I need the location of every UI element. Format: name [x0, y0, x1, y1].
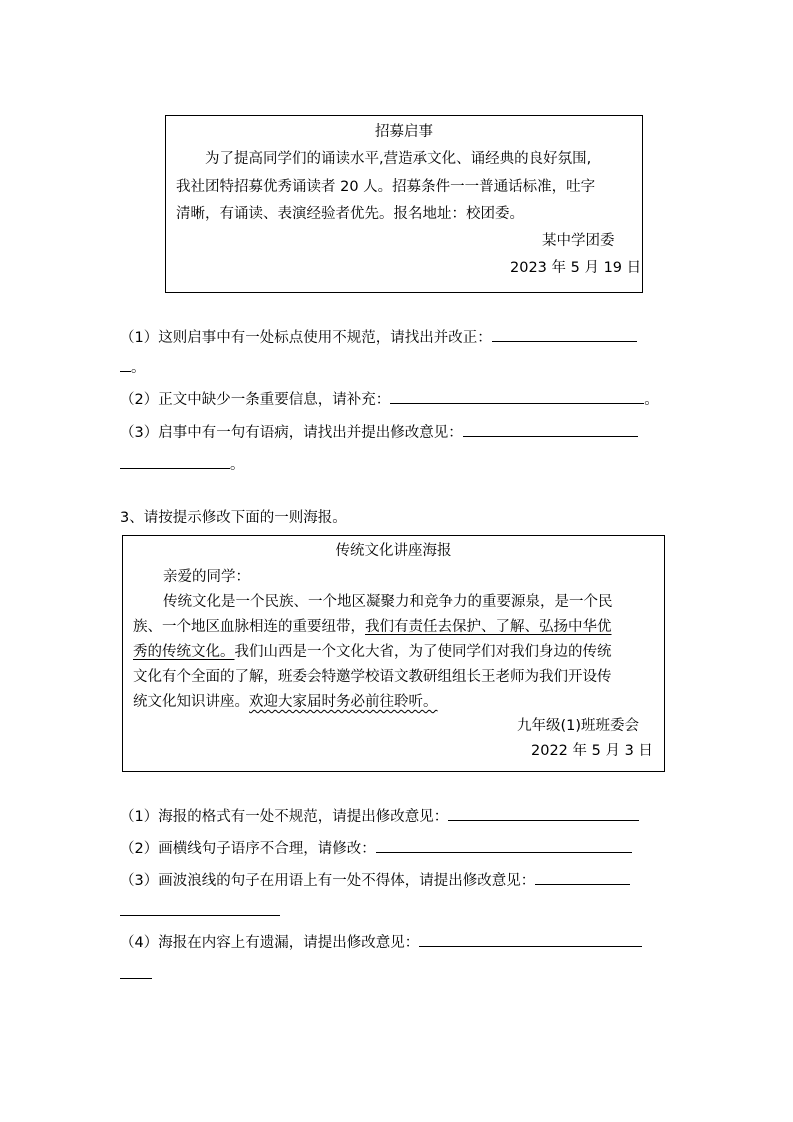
q2-item1-end: 。: [131, 360, 146, 376]
q3-item1-text: （1）海报的格式有一处不规范，请提出修改意见：: [120, 809, 449, 825]
q3-item4-cont: [120, 964, 152, 985]
notice-line: 清晰，有诵读、表演经验者优先。报名地址：校团委。: [176, 206, 524, 222]
q3-item2-text: （2）画横线句子语序不合理，请修改：: [120, 841, 376, 857]
notice-title: 招募启事: [375, 124, 433, 140]
answer-blank[interactable]: [448, 806, 639, 821]
poster-title: 传统文化讲座海报: [335, 543, 452, 559]
q3-item3-cont: [120, 901, 280, 922]
q2-item3-cont: [120, 454, 245, 475]
q2-item1: [120, 327, 637, 348]
notice-line: 为了提高同学们的诵读水平,营造承文化、诵经典的良好氛围,: [205, 151, 592, 167]
answer-blank[interactable]: [376, 838, 632, 853]
poster-line: [133, 692, 438, 712]
poster-text: 族、一个地区血脉相连的重要纽带，: [133, 619, 365, 635]
q2-item2-end: 。: [644, 392, 659, 408]
answer-blank[interactable]: [120, 357, 131, 372]
poster-date: 2022 年 5 月 3 日: [531, 743, 653, 759]
poster-line: 传统文化是一个民族、一个地区凝聚力和竞争力的重要源泉，是一个民: [163, 594, 613, 610]
poster-greeting: 亲爱的同学：: [163, 569, 250, 585]
answer-blank[interactable]: [120, 964, 152, 979]
answer-blank[interactable]: [463, 422, 638, 437]
q3-item3-text: （3）画波浪线的句子在用语上有一处不得体，请提出修改意见：: [120, 873, 536, 889]
q3-heading: 3、请按提示修改下面的一则海报。: [120, 510, 347, 526]
answer-blank[interactable]: [120, 901, 280, 916]
poster-signer: 九年级(1)班班委会: [517, 718, 640, 734]
wavy-sentence: 欢迎大家届时务必前往聆听。: [249, 694, 438, 710]
q2-item3-end: 。: [230, 457, 245, 473]
notice-signer: 某中学团委: [542, 233, 615, 249]
poster-line: [133, 642, 612, 662]
q2-item2: [120, 389, 659, 410]
q3-item2: [120, 838, 632, 859]
answer-blank[interactable]: [492, 327, 637, 342]
poster-line: [133, 617, 612, 637]
q3-item1: [120, 806, 639, 827]
q2-item3: [120, 422, 638, 443]
notice-line: 我社团特招募优秀诵读者 20 人。招募条件一一普通话标准，吐字: [176, 179, 596, 195]
q2-item2-text: （2）正文中缺少一条重要信息，请补充：: [120, 392, 391, 408]
underlined-sentence: 秀的传统文化。: [133, 644, 235, 660]
answer-blank[interactable]: [535, 870, 630, 885]
poster-text: 统文化知识讲座。: [133, 694, 249, 710]
q2-item1-text: （1）这则启事中有一处标点使用不规范，请找出并改正：: [120, 330, 492, 346]
q2-item3-text: （3）启事中有一句有语病，请找出并提出修改意见：: [120, 425, 463, 441]
poster-text: 我们山西是一个文化大省，为了使同学们对我们身边的传统: [234, 644, 612, 660]
underlined-sentence: 我们有责任去保护、了解、弘扬中华优: [365, 619, 612, 635]
answer-blank[interactable]: [390, 389, 644, 404]
answer-blank[interactable]: [419, 932, 642, 947]
answer-blank[interactable]: [120, 454, 230, 469]
q3-item3: [120, 870, 630, 891]
q2-item1-cont: [120, 357, 146, 378]
q3-item4-text: （4）海报在内容上有遗漏，请提出修改意见：: [120, 935, 420, 951]
q3-item4: [120, 932, 642, 953]
notice-date: 2023 年 5 月 19 日: [510, 260, 642, 276]
poster-line: 文化有个全面的了解，班委会特邀学校语文教研组组长王老师为我们开设传: [133, 669, 612, 685]
